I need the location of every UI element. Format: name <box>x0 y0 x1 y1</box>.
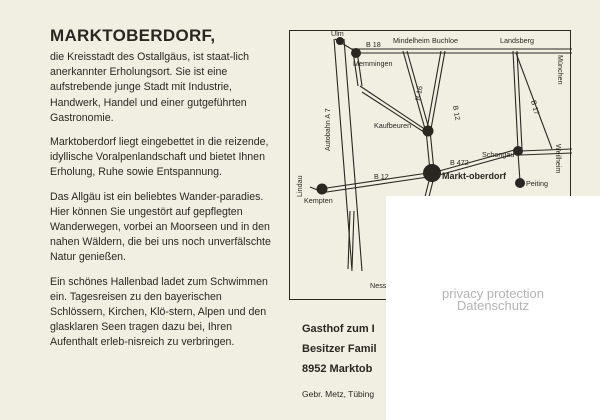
town-dot-memmingen <box>351 48 361 58</box>
label-lindau: Lindau <box>295 175 304 197</box>
label-kempten: Kempten <box>304 196 333 205</box>
town-dot-peiting <box>515 178 525 188</box>
printer-credit: Gebr. Metz, Tübing <box>302 389 375 399</box>
label-b12-west: B 12 <box>374 172 389 181</box>
label-nesselwang: Ness <box>370 281 387 290</box>
label-peiting: Peiting <box>526 179 548 188</box>
privacy-line-2: Datenschutz <box>456 298 530 313</box>
label-muenchen: München <box>556 55 565 85</box>
label-schongau: Schongau <box>482 150 515 159</box>
address-block <box>302 319 377 379</box>
label-a7: Autobahn A 7 <box>323 108 332 151</box>
label-kaufbeuren: Kaufbeuren <box>374 121 412 130</box>
label-marktoberdorf: Markt-oberdorf <box>442 171 507 181</box>
label-landsberg: Landsberg <box>500 36 534 45</box>
town-dot-schongau <box>513 146 523 156</box>
town-dot-marktoberdorf <box>423 164 441 182</box>
address-line-1: Gasthof zum I <box>302 323 375 335</box>
label-mindelheim: Mindelheim <box>393 36 430 45</box>
town-dot-ulm <box>336 37 344 45</box>
label-weilheim: Weilheim <box>554 144 563 174</box>
description-column <box>50 26 272 360</box>
label-b472: B 472 <box>450 158 469 167</box>
privacy-overlay <box>386 196 600 420</box>
town-dot-kempten <box>317 184 328 195</box>
privacy-notice <box>386 288 600 312</box>
town-dot-kaufbeuren <box>423 126 434 137</box>
paragraph-intro: die Kreisstadt des Ostallgäus, ist staat-lich anerkannter Erholungsort. Sie ist eine aufstrebende junge Stadt mit Industrie, Handwerk, Handel und einer gutgeführten Gastronomie. <box>50 51 250 124</box>
label-b16: B 16 <box>413 85 425 102</box>
address-line-3: 8952 Marktob <box>302 363 373 375</box>
label-ulm: Ulm <box>331 31 344 38</box>
label-buchloe: Buchloe <box>432 36 458 45</box>
address-line-2: Besitzer Famil <box>302 343 377 355</box>
page-title: MARKTOBERDORF, <box>50 26 216 45</box>
paragraph-landscape: Marktoberdorf liegt eingebettet in die reizende, idyllische Voralpenlandschaft und bietet Ihnen Erholung, Ruhe sowie Entspannung. <box>50 136 269 179</box>
paragraph-hiking: Das Allgäu ist ein beliebtes Wander-paradies. Hier können Sie ungestört auf gepflegten Wanderwegen, vorbei an Moorseen und in den nahen Wäldern, die bei uns noch unverfälschte Natur genießen. <box>50 190 271 264</box>
label-memmingen: Memmingen <box>353 59 393 68</box>
privacy-line-1: privacy protection <box>442 286 544 301</box>
label-b12-north: B 12 <box>451 104 463 121</box>
road-b12-north <box>427 51 441 129</box>
label-b18: B 18 <box>366 40 381 49</box>
label-b17: B 17 <box>529 99 542 116</box>
paragraph-excursions: Ein schönes Hallenbad ladet zum Schwimmen ein. Tagesreisen zu den bayerischen Schlössern, Kirchen, Klö-stern, Alpen und den glasklaren Seen tragen dazu bei, Ihren Aufenthalt erleb-nisreich zu verbringen. <box>50 275 268 349</box>
